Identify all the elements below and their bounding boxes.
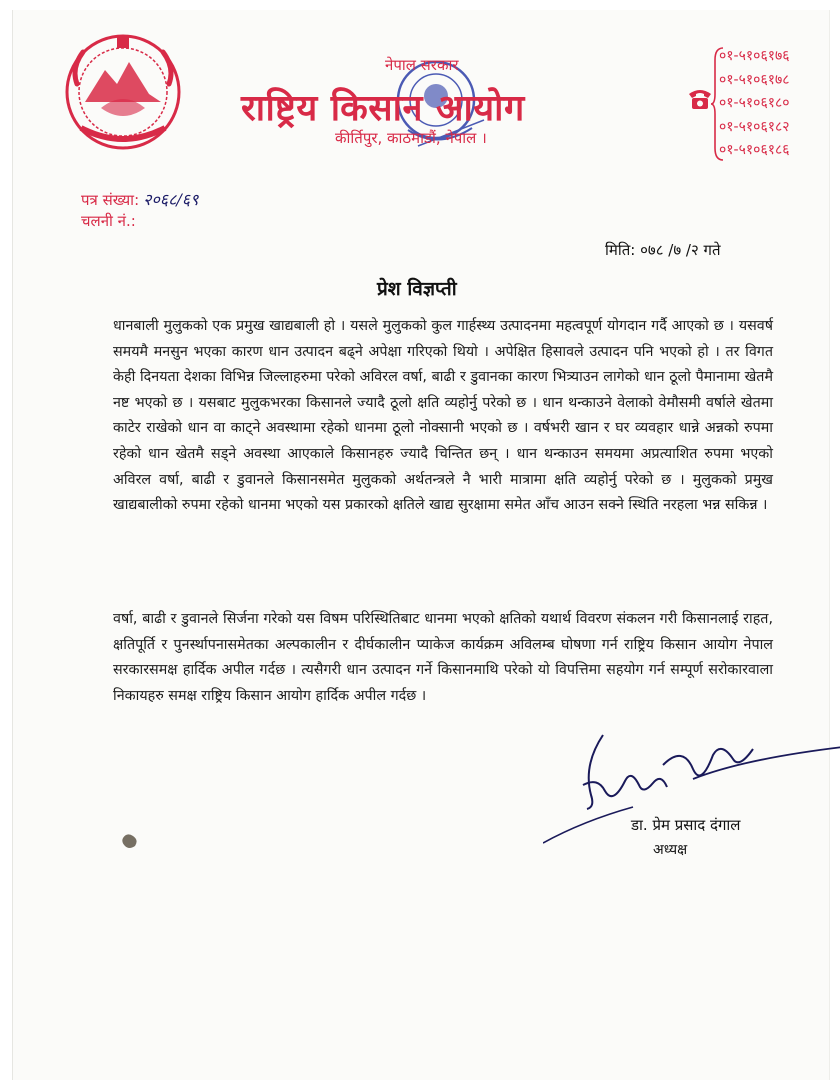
organization-name: राष्ट्रिय किसान आयोग [241,88,525,129]
body-paragraph: वर्षा, बाढी र डुवानले सिर्जना गरेको यस विषम परिस्थितिबाट धानमा भएको क्षतिको यथार्थ विवरण संकलन गरी किसानलाई राहत, क्षतिपूर्ति र पुनर्स्थापनासमेतका अल्पकालीन र दीर्घकालीन प्याकेज कार्यक्रम अविलम्ब घोषणा गर्न राष्ट्रिय किसान आयोग नेपाल सरकारसमक्ष हार्दिक अपील गर्दछ । त्यसैगरी धान उत्पादन गर्ने किसानमाथि परेको यो विपत्तिमा सहयोग गर्न सम्पूर्ण सरोकारवाला निकायहरु समक्ष राष्ट्रिय किसान आयोग हार्दिक अपील गर्दछ । [113,611,773,704]
telephone-icon [687,88,713,110]
nepal-emblem-icon [63,32,183,152]
page-title: प्रेश विज्ञप्ती [377,278,457,300]
dispatch-number-label: चलनी नं.: [81,212,136,230]
signatory-title: अध्यक्ष [653,842,688,858]
phone-number: ०१-५१०६१७६ [719,48,790,64]
ink-smudge [119,830,141,852]
phone-numbers [719,45,790,163]
phone-number: ०१-५१०६१७८ [719,71,790,88]
signatory-name: डा. प्रेम प्रसाद दंगाल [631,816,741,834]
letter-number [81,188,198,210]
government-line: नेपाल सरकार [385,56,459,74]
phone-number: ०१-५१०६१८२ [719,118,790,135]
phone-number: ०१-५१०६१८६ [719,142,790,158]
phone-number: ०१-५१०६१८० [719,95,790,111]
letter-date: मिति: ०७८ /७ /२ गते [605,241,721,259]
letter-number-value: २०६८/६९ [143,190,199,209]
organization-address: कीर्तिपुर, काठमाडौं, नेपाल । [335,129,487,147]
letter-number-label: पत्र संख्या: [81,191,140,209]
body-paragraph: धानबाली मुलुकको एक प्रमुख खाद्यबाली हो । यसले मुलुकको कुल गार्हस्थ्य उत्पादनमा महत्वपूर्ण योगदान गर्दै आएको छ । यसवर्ष समयमै मनसुन भएका कारण धान उत्पादन बढ्ने अपेक्षा गरिएको थियो । अपेक्षित हिसावले उत्पादन पनि भएको हो । तर विगत केही दिनयता देशका विभिन्न जिल्लाहरुमा परेको अविरल वर्षा, बाढी र डुवानका कारण भित्र्याउन लागेको धान ठूलो पैमानामा खेतमै नष्ट भएको छ । यसबाट मुलुकभरका किसानले ज्यादै ठूलो क्षति व्यहोर्नु परेको छ । धान थन्काउने वेलाको वेमौसमी वर्षाले खेतमा काटेर राखेको धान वा काट्ने अवस्थामा रहेको धानमा ठूलो नोक्सानी भएको छ । वर्षभरी खान र घर व्यवहार धान्ने अन्नको रुपमा रहेको धान खेतमै सड्ने अवस्था आएकाले किसानहरु ज्यादै चिन्तित छन् । धान थन्काउन समयमा अप्रत्याशित रुपमा भएको अविरल वर्षा, बाढी र डुवानले किसानसमेत मुलुकको अर्थतन्त्रले नै भारी मात्रामा क्षति व्यहोर्नु परेको छ । मुलुकको प्रमुख खाद्यबालीको रुपमा रहेको धानमा भएको यस प्रकारको क्षतिले खाद्य सुरक्षामा समेत आँच आउन सक्ने स्थिति नरहला भन्न सकिन्न । [113,318,773,514]
letter-page [12,10,830,1080]
